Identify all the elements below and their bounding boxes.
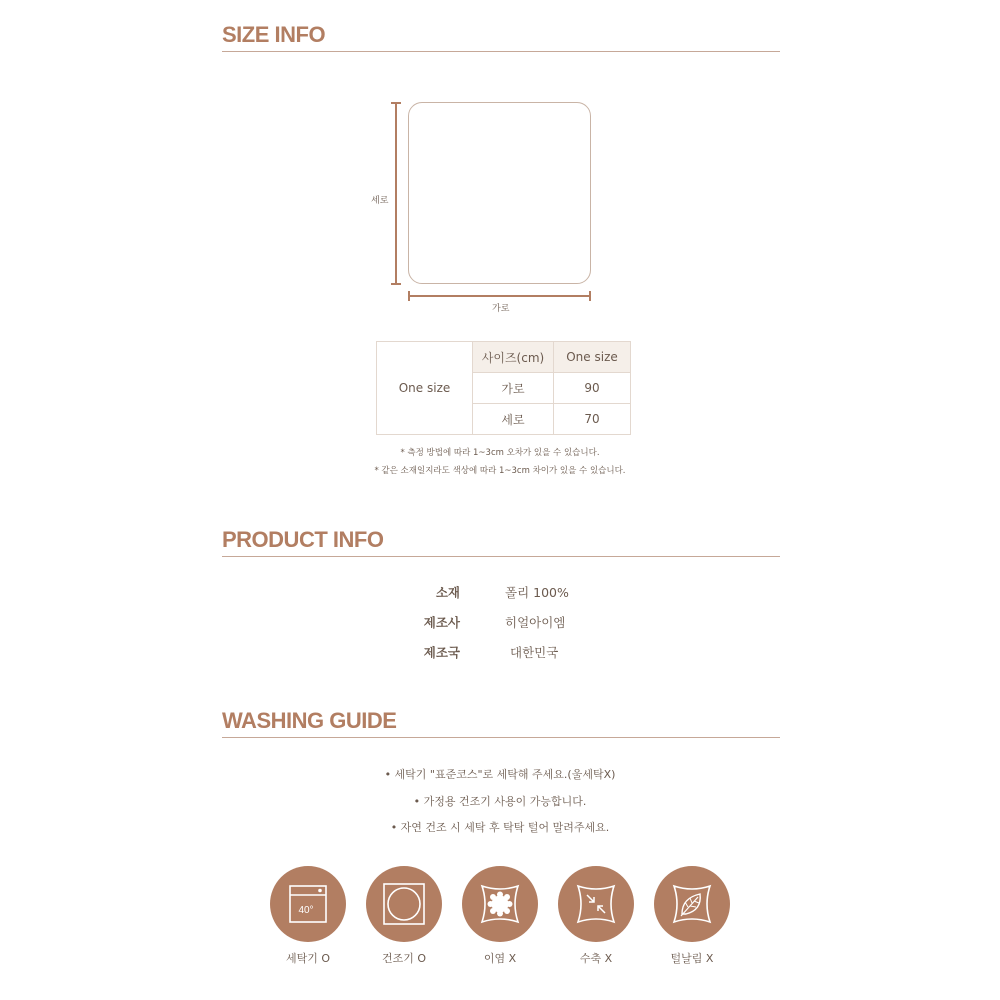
product-outline (408, 102, 591, 284)
washing-instruction: • 자연 건조 시 세탁 후 탁탁 털어 말려주세요. (390, 821, 610, 834)
size-dimension-name: 가로 (473, 373, 554, 404)
washing-instruction: • 세탁기 "표준코스"로 세탁해 주세요.(울세탁X) (384, 768, 616, 781)
product-info-row (0, 643, 1000, 663)
care-item-shrink (558, 866, 634, 966)
care-label: 이염 X (483, 952, 517, 965)
care-label: 건조기 O (381, 952, 427, 965)
height-cap-top (391, 102, 401, 104)
width-dimension-line (408, 295, 591, 297)
product-info-value: 폴리 100% (505, 585, 569, 600)
washing-guide-divider (222, 737, 780, 738)
tumble-dryer-icon (366, 866, 442, 942)
care-item-washing-machine (270, 866, 346, 966)
care-item-pilling (462, 866, 538, 966)
product-info-row (0, 583, 1000, 603)
size-table (376, 341, 631, 435)
size-header-cell: 사이즈(cm) (473, 342, 554, 373)
size-header-cell: One size (554, 342, 631, 373)
lint-icon (654, 866, 730, 942)
wash-temp-label: 40° (298, 905, 314, 916)
pilling-icon (462, 866, 538, 942)
size-info-divider (222, 51, 780, 52)
product-info-divider (222, 556, 780, 557)
product-info-key: 제조국 (423, 645, 460, 660)
product-info-key: 소재 (435, 585, 460, 600)
washing-guide-title: WASHING GUIDE (222, 708, 397, 733)
table-row (377, 342, 631, 373)
size-note: * 측정 방법에 따라 1~3cm 오차가 있을 수 있습니다. (400, 448, 600, 458)
washing-machine-icon (270, 866, 346, 942)
size-dimension-value: 90 (554, 373, 631, 404)
size-dimension-value: 70 (554, 404, 631, 435)
care-item-lint (654, 866, 730, 966)
size-info-title: SIZE INFO (222, 22, 326, 47)
product-info-value: 히얼아이엠 (505, 615, 566, 630)
product-info-row (0, 613, 1000, 633)
shrink-icon (558, 866, 634, 942)
size-note: * 같은 소재일지라도 색상에 따라 1~3cm 차이가 있을 수 있습니다. (374, 466, 626, 476)
height-dimension-line (395, 102, 397, 285)
height-cap-bottom (391, 283, 401, 285)
product-info-title: PRODUCT INFO (222, 527, 384, 552)
care-label: 털날림 X (670, 952, 714, 965)
care-label: 세탁기 O (285, 952, 331, 965)
care-item-tumble-dryer (366, 866, 442, 966)
width-cap-left (408, 291, 410, 301)
product-info-value: 대한민국 (510, 645, 559, 660)
washing-instruction: • 가정용 건조기 사용이 가능합니다. (413, 795, 587, 808)
product-info-key: 제조사 (423, 615, 460, 630)
height-label: 세로 (371, 196, 389, 206)
care-label: 수축 X (579, 952, 613, 965)
size-dimension-name: 세로 (473, 404, 554, 435)
width-cap-right (589, 291, 591, 301)
size-row-label: One size (377, 342, 473, 435)
width-label: 가로 (492, 304, 510, 314)
